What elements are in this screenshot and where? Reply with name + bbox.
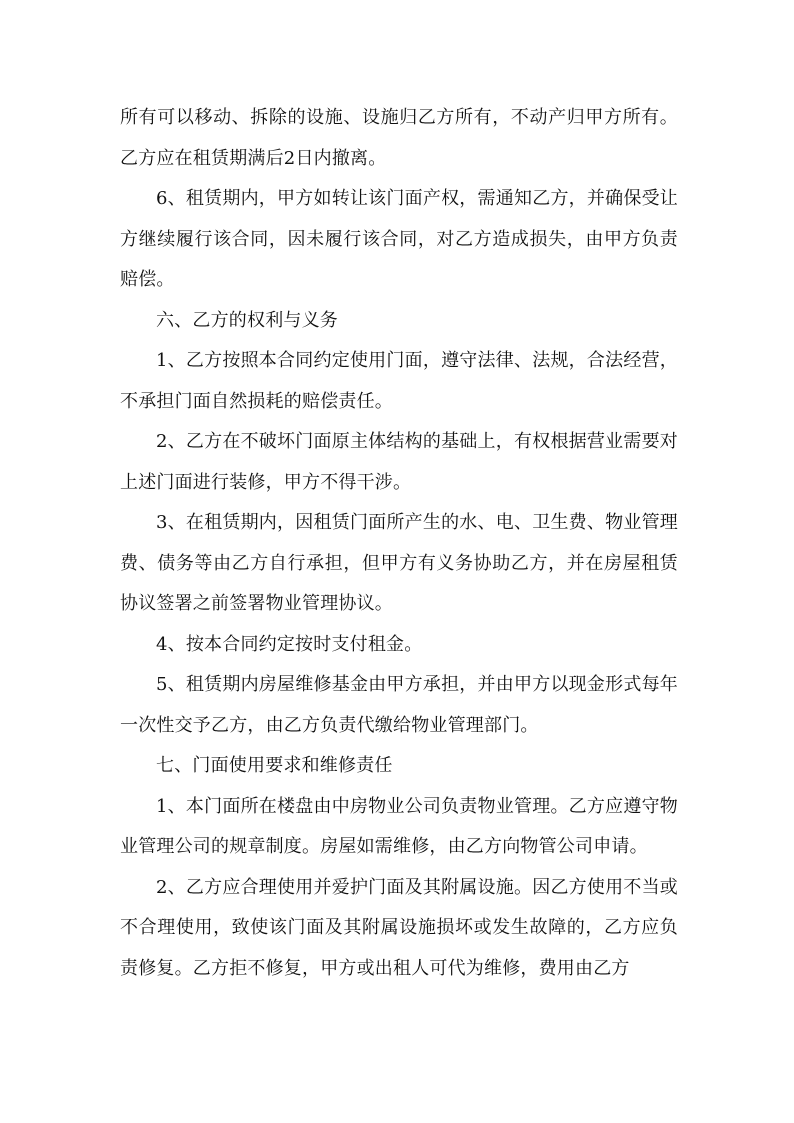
paragraph-1: 所有可以移动、拆除的设施、设施归乙方所有，不动产归甲方所有。乙方应在租赁期满后2日内撤离。 bbox=[120, 107, 678, 169]
document-body bbox=[120, 98, 678, 989]
section-heading-7: 七、门面使用要求和维修责任 bbox=[156, 755, 393, 776]
paragraph-5: 2、乙方在不破坏门面原主体结构的基础上，有权根据营业需要对上述门面进行装修，甲方不得干涉。 bbox=[120, 431, 678, 493]
paragraph-8: 5、租赁期内房屋维修基金由甲方承担，并由甲方以现金形式每年一次性交予乙方，由乙方负责代缴给物业管理部门。 bbox=[120, 674, 678, 736]
paragraph-2: 6、租赁期内，甲方如转让该门面产权，需通知乙方，并确保受让方继续履行该合同，因未履行该合同，对乙方造成损失，由甲方负责赔偿。 bbox=[120, 188, 678, 290]
paragraph-11: 2、乙方应合理使用并爱护门面及其附属设施。因乙方使用不当或不合理使用，致使该门面及其附属设施损坏或发生故障的，乙方应负责修复。乙方拒不修复，甲方或出租人可代为维修，费用由乙方 bbox=[120, 876, 678, 979]
paragraph-6: 3、在租赁期内，因租赁门面所产生的水、电、卫生费、物业管理费、债务等由乙方自行承担，但甲方有义务协助乙方，并在房屋租赁协议签署之前签署物业管理协议。 bbox=[120, 512, 678, 614]
section-heading-6: 六、乙方的权利与义务 bbox=[156, 309, 338, 331]
paragraph-7: 4、按本合同约定按时支付租金。 bbox=[156, 633, 423, 655]
paragraph-4: 1、乙方按照本合同约定使用门面，遵守法律、法规，合法经营，不承担门面自然损耗的赔偿责任。 bbox=[120, 350, 678, 412]
paragraph-10: 1、本门面所在楼盘由中房物业公司负责物业管理。乙方应遵守物业管理公司的规章制度。房屋如需维修，由乙方向物管公司申请。 bbox=[120, 795, 678, 857]
